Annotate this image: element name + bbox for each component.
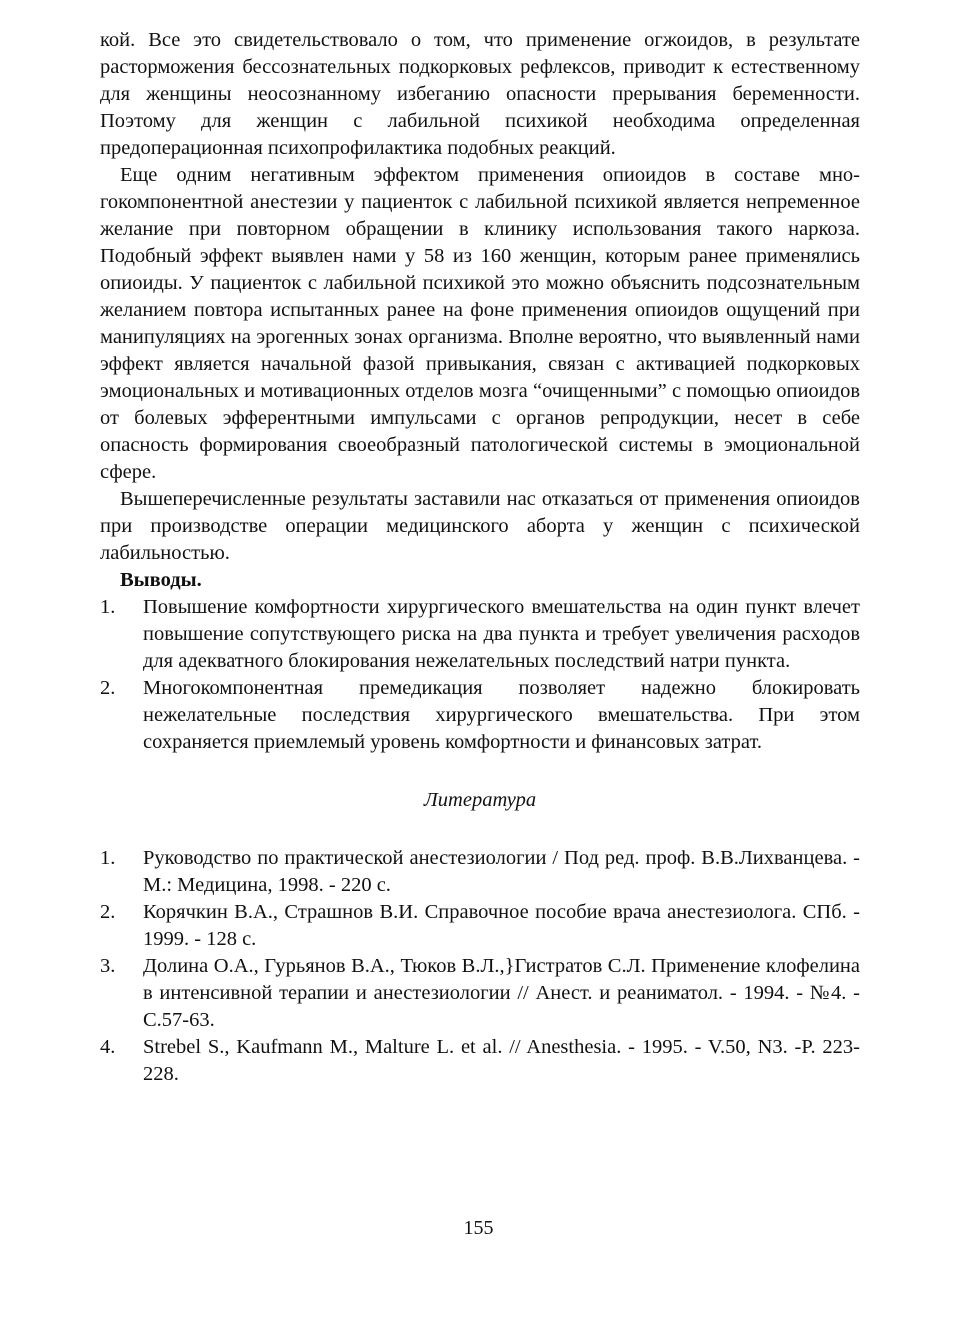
reference-item (100, 845, 860, 899)
reference-text: Корячкин В.А., Страшнов В.И. Справочное пособие врача анестезиолога. СПб. - 1999. - 128 с. (143, 901, 860, 950)
reference-text: Руководство по практической анестезиологии / Под ред. проф. В.В.Лихванцева. - М.: Медицина, 1998. - 220 с. (143, 847, 860, 896)
reference-item (100, 953, 860, 1034)
conclusions-list (100, 594, 860, 756)
list-item-text: Повышение комфортности хирургического вмешательства на один пункт влечет повышение сопутствующего риска на два пункта и требует увеличения расходов для адекватного блокирования нежелательных последствий натри пункта. (143, 596, 860, 672)
paragraph-3: Вышеперечисленные результаты заставили нас отказаться от применения опиоидов при производстве операции медицинского аборта у женщин с психической лабильностью. (100, 488, 860, 564)
list-item-number: 2. (100, 677, 116, 699)
list-item (100, 594, 860, 675)
page-number: 155 (463, 1217, 494, 1239)
reference-item (100, 1034, 860, 1088)
reference-text: Strebel S., Kaufmann M., Malture L. et al. // Anesthesia. - 1995. - V.50, N3. -P. 223-228. (143, 1036, 860, 1085)
page-body (100, 27, 860, 1088)
reference-number: 4. (100, 1036, 116, 1058)
paragraph-2: Еще одним негативным эффектом применения опиоидов в составе многокомпонентной анестезии у пациенток с лабильной психикой является непременное желание при повторном обращении в клинику использования такого наркоза. Подобный эффект выявлен нами у 58 из 160 женщин, которым ранее применялись опиоиды. У пациенток с лабильной психикой это можно объяснить подсознательным желанием повтора испытанных ранее на фоне применения опиоидов ощущений при манипуляциях на эрогенных зонах организма. Вполне вероятно, что выявленный нами эффект является начальной фазой привыкания, связан с активацией подкорковых эмоциональных и мотивационных отделов мозга “очищенными” с помощью опиоидов от болевых эфферентными импульсами с органов репродукции, несет в себе опасность формирования своеобразный патологической системы в эмоциональной сфере. (100, 164, 860, 483)
list-item-number: 1. (100, 596, 116, 618)
references-list (100, 845, 860, 1088)
reference-number: 1. (100, 847, 116, 869)
reference-text: Долина О.А., Гурьянов В.А., Тюков В.Л.,}Гистратов С.Л. Применение клофелина в интенсивной терапии и анестезиологии // Анест. и реаниматол. - 1994. - №4. - С.57-63. (143, 955, 860, 1031)
list-item (100, 675, 860, 756)
literature-title: Литература (423, 789, 537, 811)
reference-number: 3. (100, 955, 116, 977)
list-item-text: Многокомпонентная премедикация позволяет надежно блокировать нежелательные последствия хирургического вмешательства. При этом сохраняется приемлемый уровень комфортности и финансовых затрат. (143, 677, 860, 753)
reference-number: 2. (100, 901, 116, 923)
paragraph-1: кой. Все это свидетельствовало о том, что применение огжоидов, в результате расторможения бессознательных подкорковых рефлексов, приводит к естественному для женщины неосознанному избеганию опасности прерывания беременности. Поэтому для женщин с лабильной психикой необходима определенная предоперационная психопрофилактика подобных реакций. (100, 29, 860, 159)
conclusions-heading: Выводы. (120, 569, 202, 591)
reference-item (100, 899, 860, 953)
